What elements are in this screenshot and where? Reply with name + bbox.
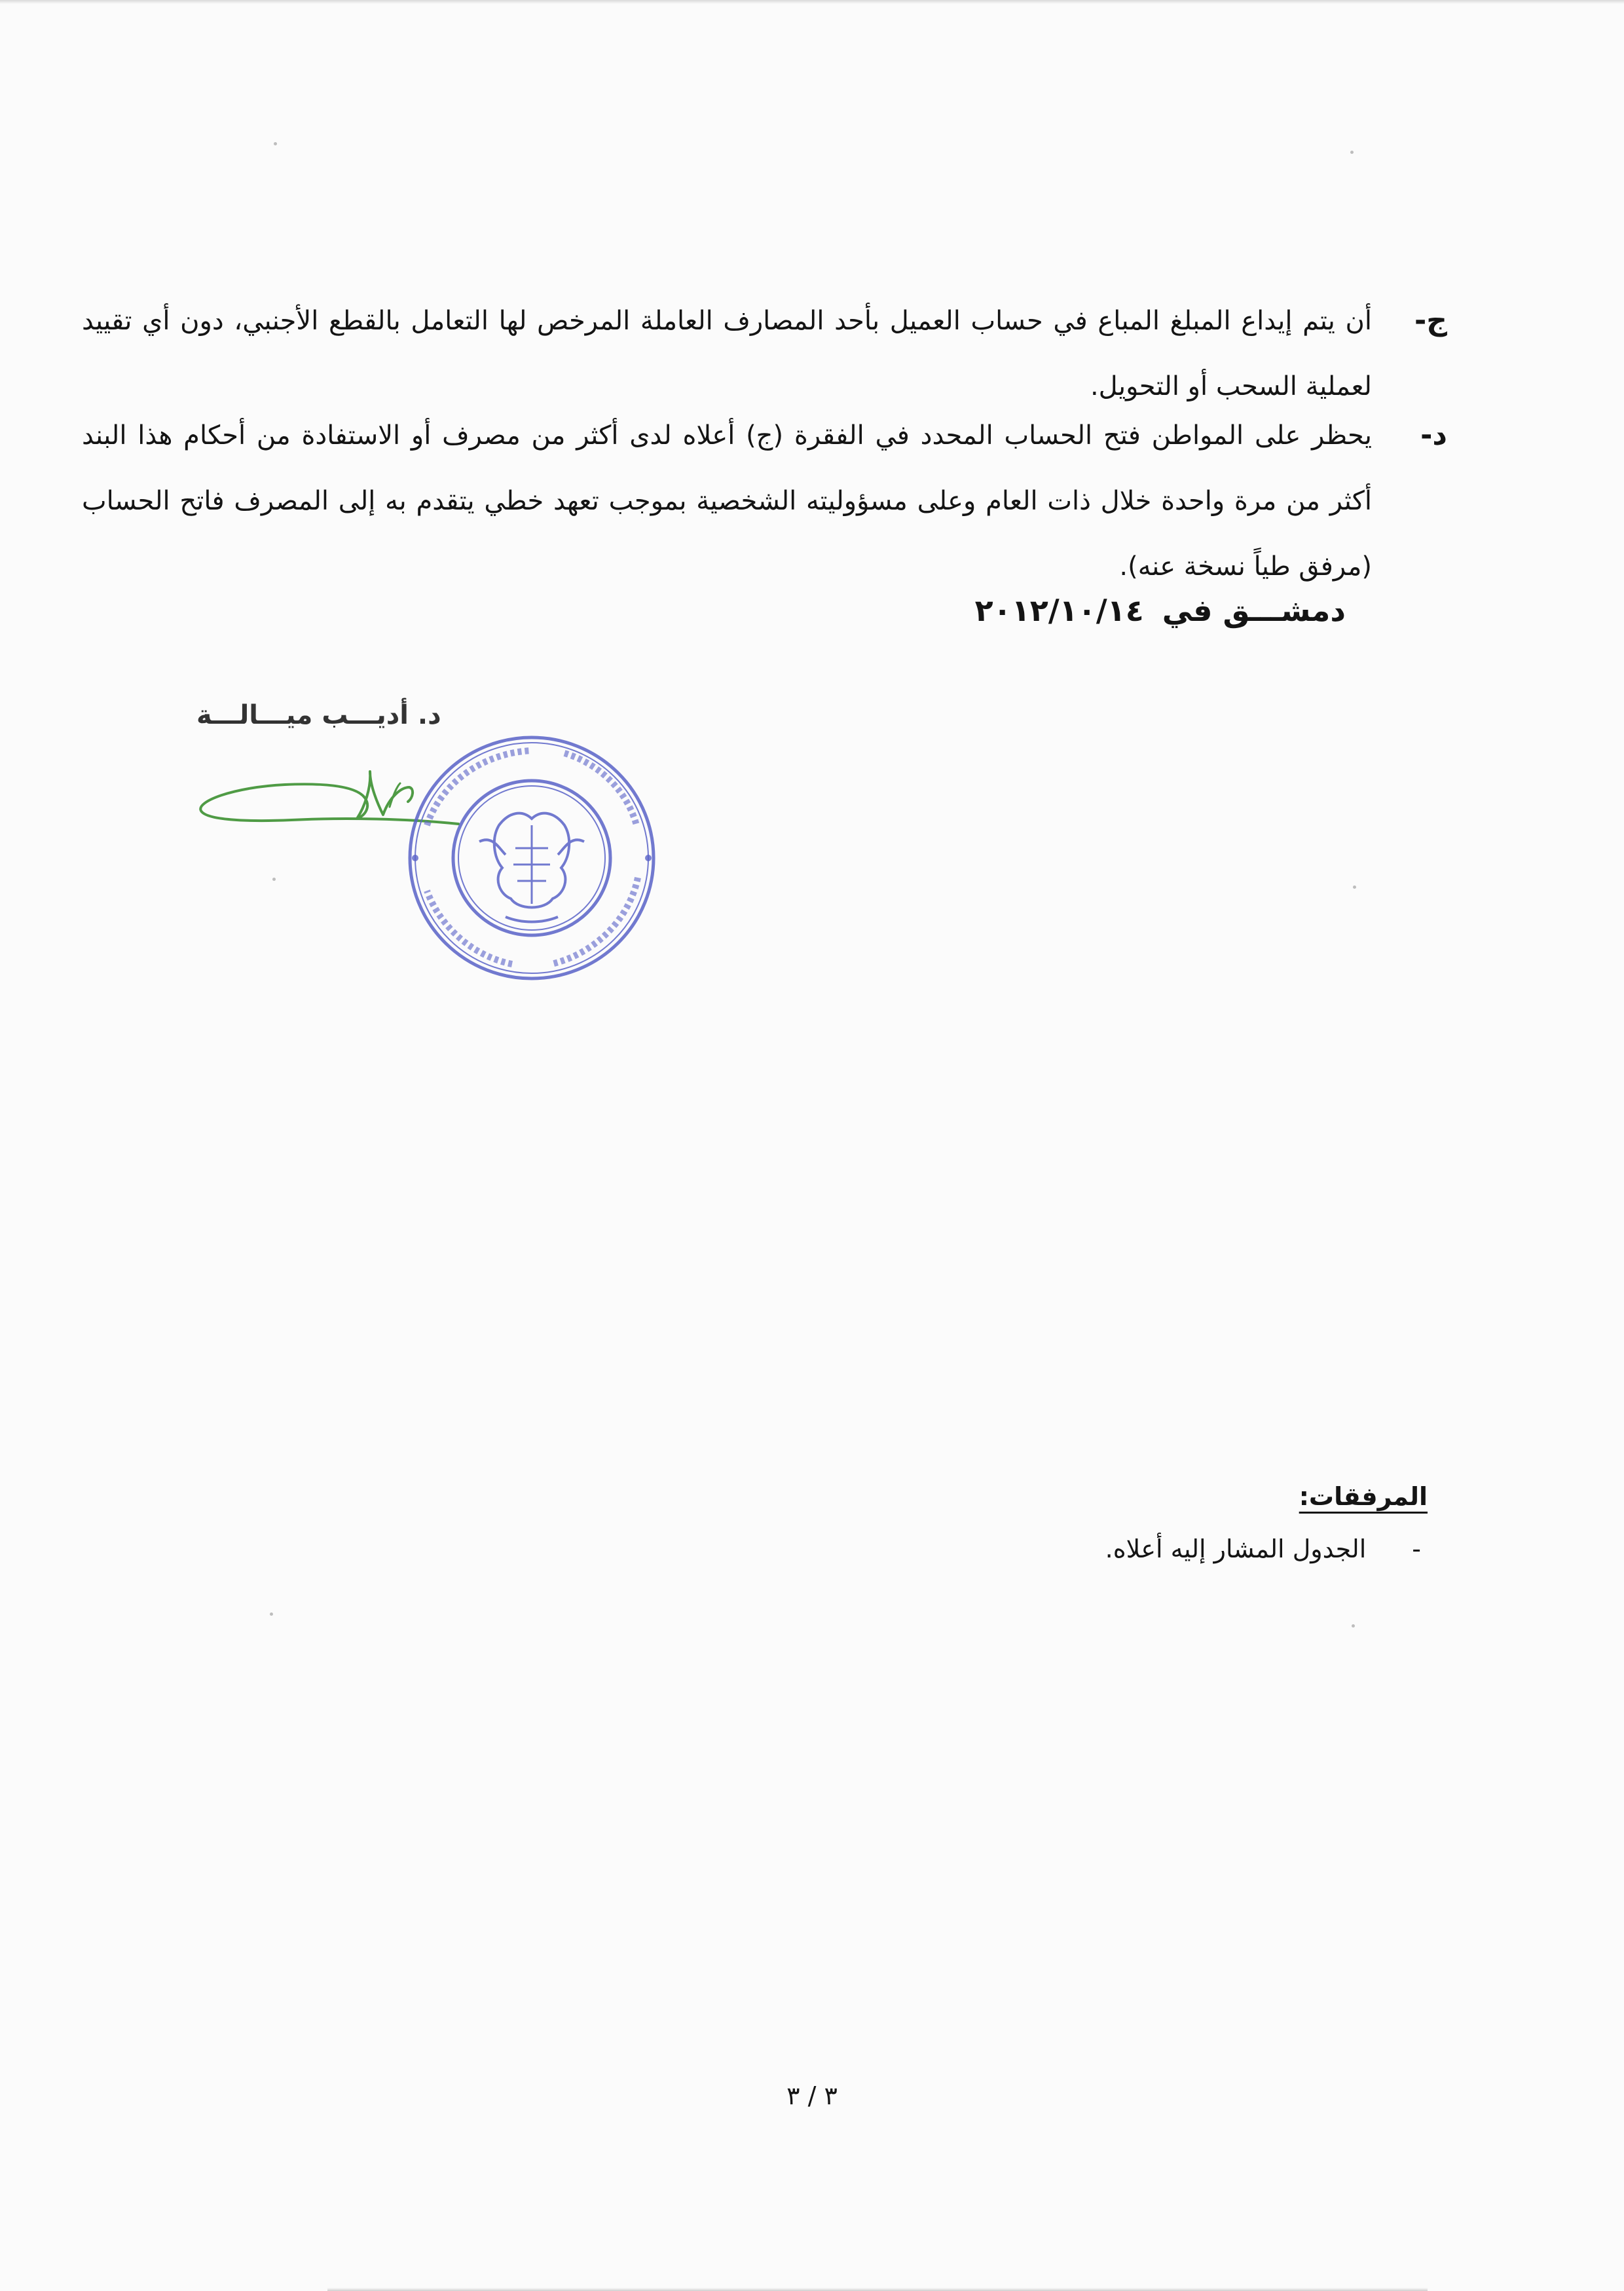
scan-speck: [274, 142, 277, 145]
attachment-item: [1105, 1526, 1421, 1572]
place-label: دمشـــق في: [1162, 593, 1346, 628]
official-stamp-eagle-icon: [401, 727, 663, 989]
issue-date: ٢٠١٢/١٠/١٤: [974, 593, 1144, 628]
attachment-dash: -: [1412, 1535, 1421, 1563]
page-number: ٣ / ٣: [786, 2081, 838, 2110]
scan-speck: [1353, 885, 1356, 889]
scan-speck: [270, 1612, 273, 1616]
clause-letter: ج-: [1414, 304, 1447, 337]
scan-speck: [1350, 151, 1354, 154]
clause-text: أن يتم إيداع المبلغ المباع في حساب العميل بأحد المصارف العاملة المرخص لها التعامل بالقطع الأجنبي، دون أي تقييد لعملية السحب أو التحويل.: [82, 306, 1372, 401]
clause-d: [82, 403, 1447, 599]
scan-bottom-edge: [327, 2288, 1428, 2291]
attachment-text: الجدول المشار إليه أعلاه.: [1105, 1535, 1367, 1563]
clause-text: يحظر على المواطن فتح الحساب المحدد في الفقرة (ج) أعلاه لدى أكثر من مصرف أو الاستفادة من أحكام هذا البند أكثر من مرة واحدة خلال ذات العام وعلى مسؤوليته الشخصية بموجب تعهد خطي يتقدم به إلى المصرف فاتح الحساب (مرفق طياً نسخة عنه).: [82, 420, 1372, 582]
scan-speck: [272, 878, 276, 881]
scan-speck: [1352, 1624, 1355, 1628]
signatory-name: د. أديـــب ميـــالـــة: [196, 700, 441, 730]
attachments-title: المرفقات:: [1299, 1482, 1428, 1511]
clause-j: [82, 288, 1447, 419]
clause-letter: د-: [1420, 419, 1447, 452]
place-date-line: [975, 584, 1346, 637]
scan-top-edge: [0, 0, 1624, 4]
